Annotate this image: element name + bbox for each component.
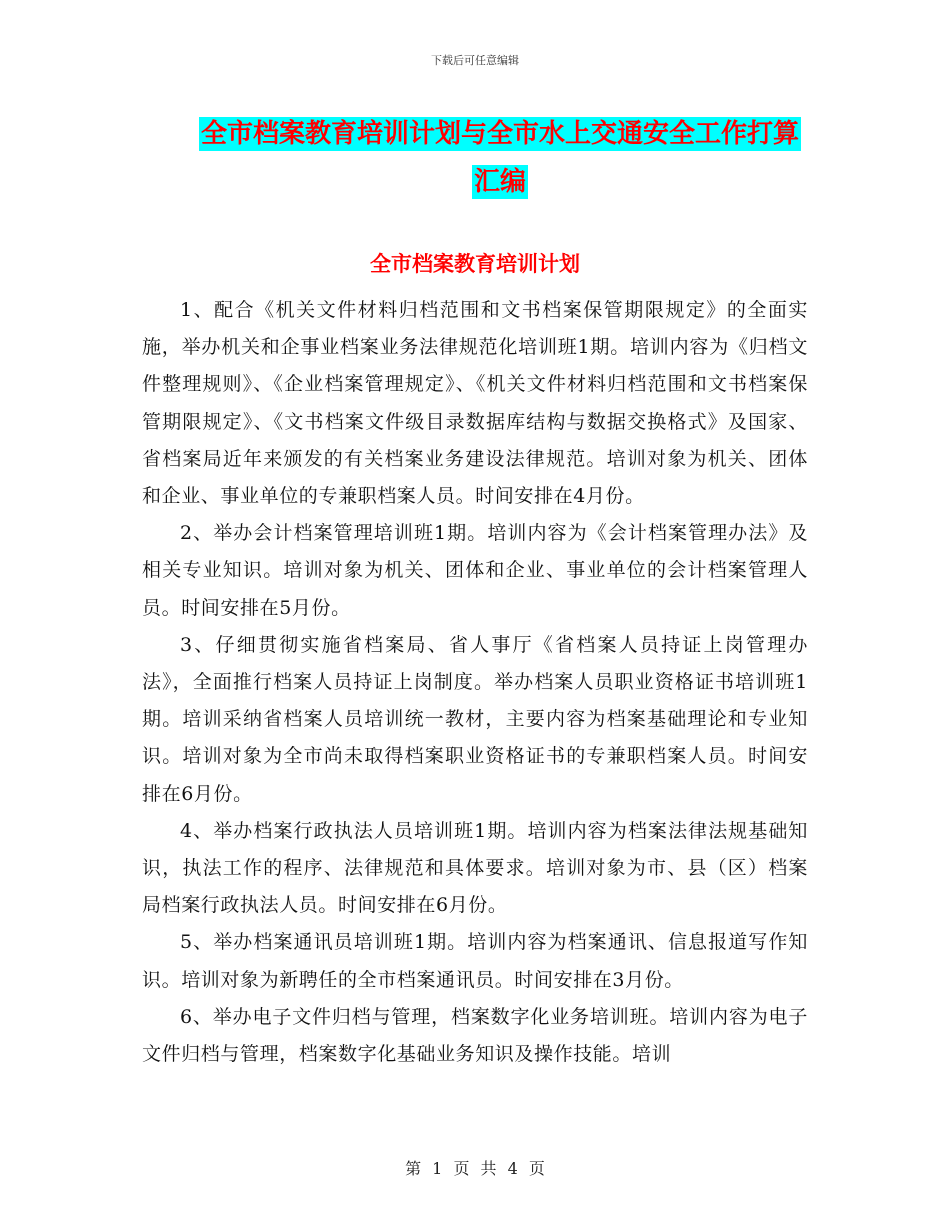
section-title: 全市档案教育培训计划 (370, 251, 580, 276)
document-body (142, 292, 808, 1073)
document-title-line2: 汇编 (473, 167, 526, 197)
paragraph-1: 1、配合《机关文件材料归档范围和文书档案保管期限规定》的全面实施，举办机关和企事业档案业务法律规范化培训班1期。培训内容为《归档文件整理规则》、《企业档案管理规定》、《机关文件材料归档范围和文书档案保管期限规定》、《文书档案文件级目录数据库结构与数据交换格式》及国家、省档案局近年来颁发的有关档案业务建设法律规范。培训对象为机关、团体和企业、事业单位的专兼职档案人员。时间安排在4月份。 (142, 299, 808, 508)
paragraph-2: 2、举办会计档案管理培训班1期。培训内容为《会计档案管理办法》及相关专业知识。培训对象为机关、团体和企业、事业单位的会计档案管理人员。时间安排在5月份。 (142, 522, 808, 619)
header-note: 下载后可任意编辑 (431, 54, 519, 67)
paragraph-5: 5、举办档案通讯员培训班1期。培训内容为档案通讯、信息报道写作知识。培训对象为新聘任的全市档案通讯员。时间安排在3月份。 (142, 931, 808, 991)
paragraph-4: 4、举办档案行政执法人员培训班1期。培训内容为档案法律法规基础知识，执法工作的程序、法律规范和具体要求。培训对象为市、县（区）档案局档案行政执法人员。时间安排在6月份。 (142, 819, 808, 917)
document-title (190, 110, 810, 206)
paragraph-3: 3、仔细贯彻实施省档案局、省人事厅《省档案人员持证上岗管理办法》，全面推行档案人员持证上岗制度。举办档案人员职业资格证书培训班1期。培训采纳省档案人员培训统一教材，主要内容为档案基础理论和专业知识。培训对象为全市尚未取得档案职业资格证书的专兼职档案人员。时间安排在6月份。 (142, 633, 808, 805)
page-indicator: 第 1 页 共 4 页 (405, 1159, 545, 1178)
document-title-line1: 全市档案教育培训计划与全市水上交通安全工作打算 (200, 119, 799, 149)
paragraph-6: 6、举办电子文件归档与管理，档案数字化业务培训班。培训内容为电子文件归档与管理，档案数字化基础业务知识及操作技能。培训 (142, 1005, 808, 1066)
